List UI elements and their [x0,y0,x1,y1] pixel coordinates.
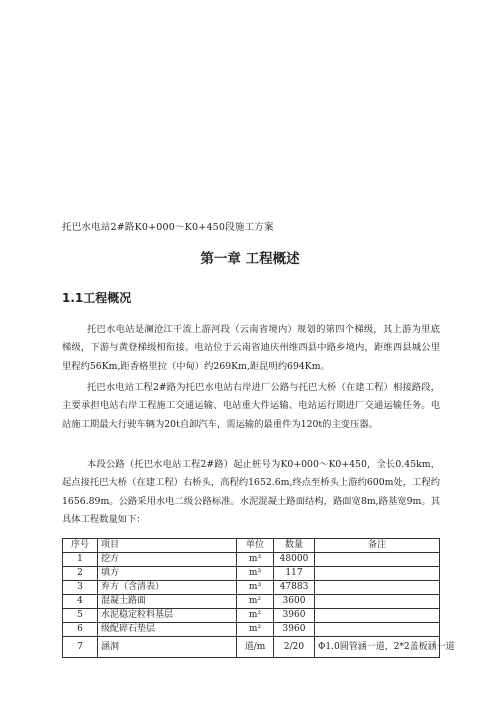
cell-item: 涵洞 [98,637,237,658]
table-row [63,609,440,623]
cell-no: 1 [63,553,98,567]
cell-qty: 3600 [274,595,315,609]
cell-unit: m³ [237,581,274,595]
cell-unit: m² [237,623,274,637]
cell-no: 4 [63,595,98,609]
cell-unit: m³ [237,567,274,581]
header-qty: 数量 [274,539,315,553]
table-row [63,553,440,567]
paragraph-road-scope: 本段公路（托巴水电站工程2#路）起止桩号为K0+000～K0+450，全长0.45km，起点接托巴大桥（在建工程）右桥头，高程约1652.6m,终点至桥头上游约600m处，工程约1656.89m。公路采用水电二级公路标准。水泥混凝土路面结构，路面宽8m,路基宽9m。其具体工程数量如下： [62,459,440,525]
paragraph-location: 托巴水电站是澜沧江干流上游河段（云南省境内）规划的第四个梯级，其上游为里底梯级，下游与黄登梯级相衔接。电站位于云南省迪庆州维西县中路乡境内，距维西县城公里里程约56Km,距香格里拉（中甸）约269Km,距昆明约694Km。 [62,324,440,372]
document-header-line: 托巴水电站2#路K0+000～K0+450段施工方案 [62,222,274,233]
cell-qty: 3960 [274,623,315,637]
table-row [63,581,440,595]
cell-item: 挖方 [98,553,237,567]
cell-note [315,567,440,581]
cell-no: 7 [63,637,98,658]
section-title: 1.1工程概况 [62,291,132,305]
cell-qty: 48000 [274,553,315,567]
cell-unit: m² [237,609,274,623]
table-header-row [63,539,440,553]
cell-note: Φ1.0圆管涵一道，2*2盖板涵一道 [315,637,440,658]
cell-note [315,581,440,595]
cell-qty: 117 [274,567,315,581]
cell-unit: 道/m [237,637,274,658]
quantity-table [62,538,455,658]
cell-qty: 2/20 [274,637,315,658]
cell-item: 级配碎石垫层 [98,623,237,637]
table-row [63,637,440,658]
header-item: 项目 [98,539,237,553]
cell-qty: 47883 [274,581,315,595]
header-unit: 单位 [237,539,274,553]
cell-no: 6 [63,623,98,637]
cell-unit: m³ [237,553,274,567]
cell-no: 3 [63,581,98,595]
paragraph-road-purpose: 托巴水电站工程2#路为托巴水电站右岸进厂公路与托巴大桥（在建工程）相接路段，主要承担电站右岸工程施工交通运输、电站重大件运输、电站运行期进厂交通运输任务。电站施工期最大行驶车辆为20t自卸汽车，需运输的最重件为120t的主变压器。 [62,382,440,430]
chapter-title: 第一章 工程概述 [200,251,300,267]
cell-no: 5 [63,609,98,623]
header-no: 序号 [63,539,98,553]
cell-note [315,609,440,623]
cell-item: 填方 [98,567,237,581]
cell-qty: 3960 [274,609,315,623]
table-row [63,623,440,637]
header-note: 备注 [315,539,440,553]
cell-unit: m² [237,595,274,609]
cell-note [315,595,440,609]
cell-item: 水泥稳定粒料基层 [98,609,237,623]
cell-note [315,553,440,567]
cell-note [315,623,440,637]
table-row [63,595,440,609]
cell-item: 弃方（含清表） [98,581,237,595]
cell-item: 混凝土路面 [98,595,237,609]
table-row [63,567,440,581]
cell-no: 2 [63,567,98,581]
